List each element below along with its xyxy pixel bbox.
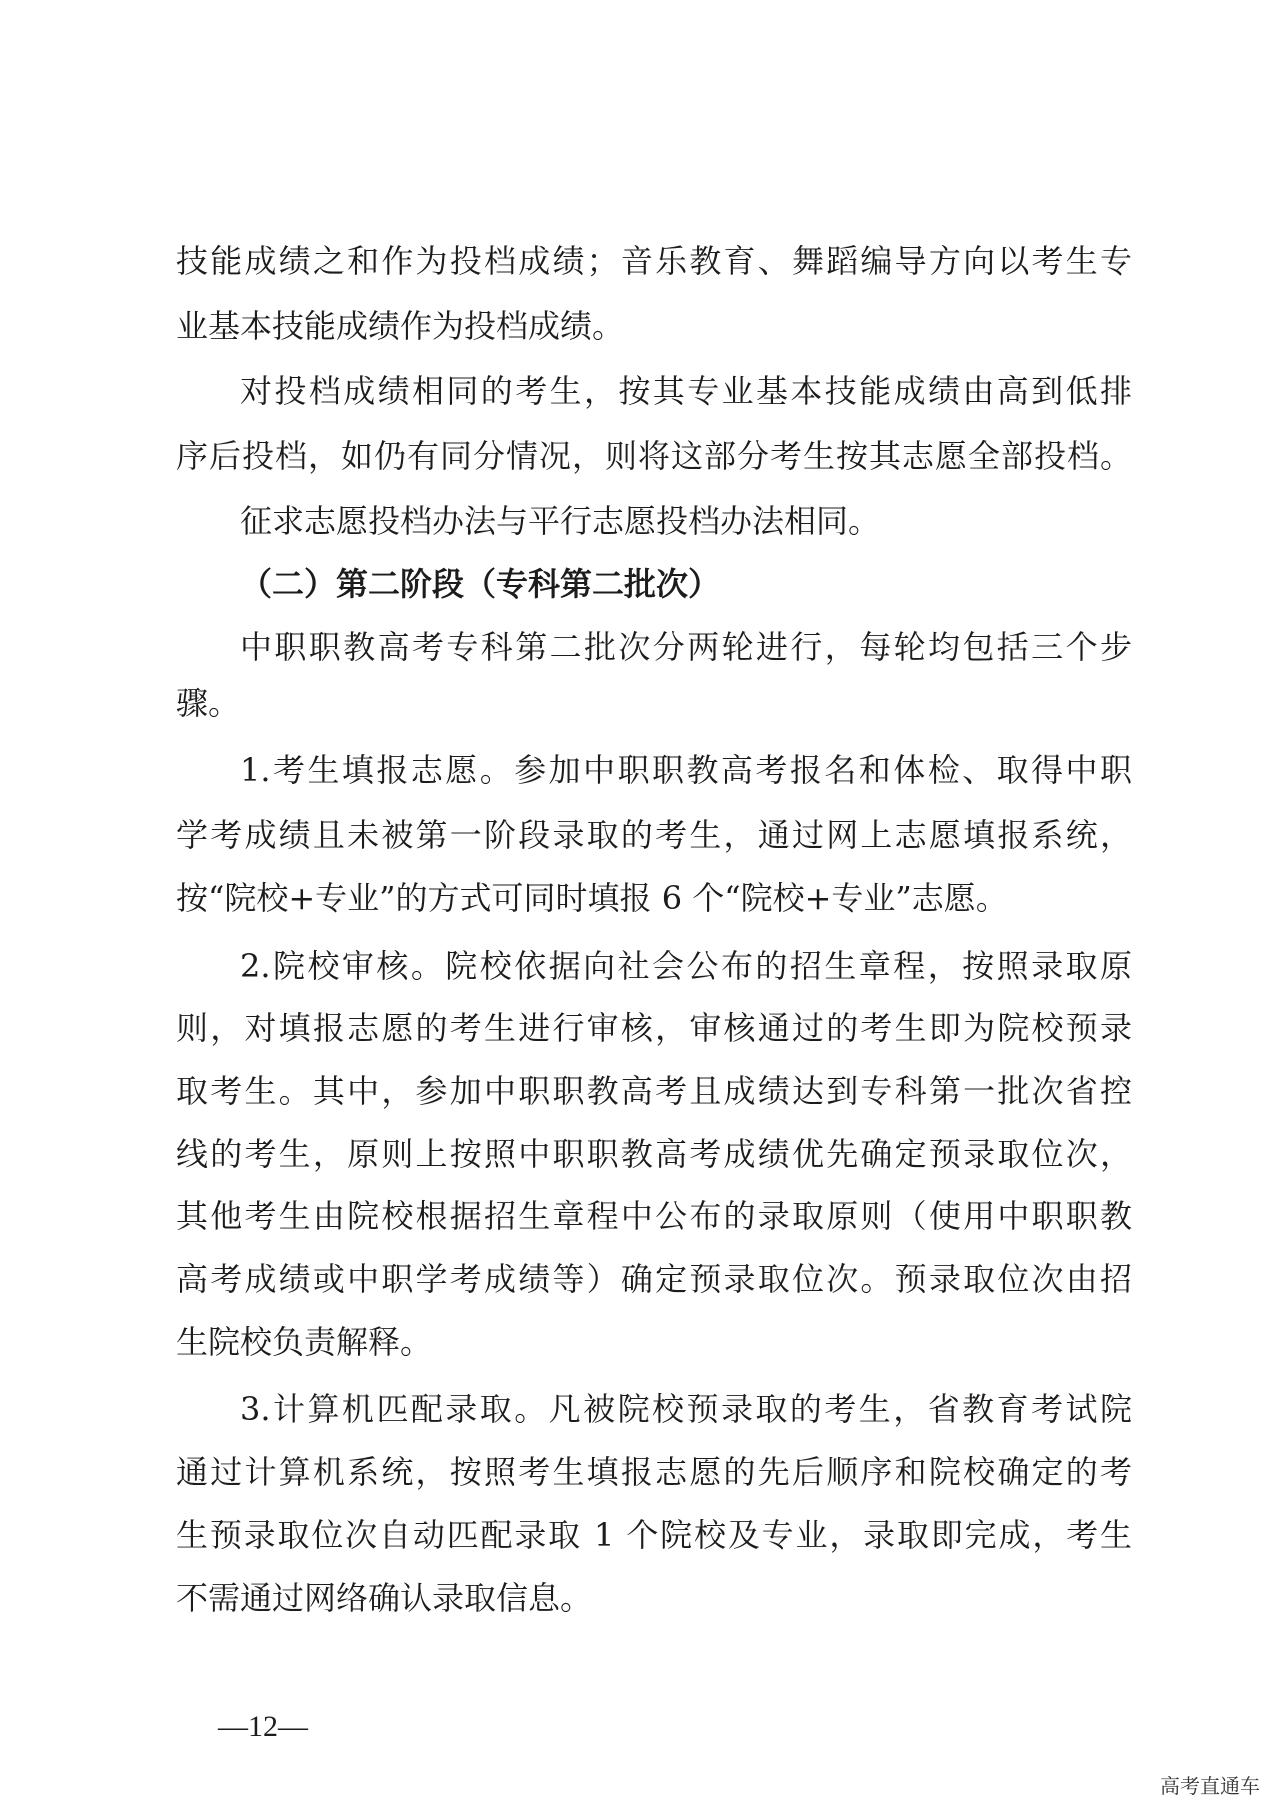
body-line: 学考成绩且未被第一阶段录取的考生，通过网上志愿填报系统， — [176, 816, 1132, 854]
body-line: 通过计算机系统，按照考生填报志愿的先后顺序和院校确定的考 — [176, 1453, 1132, 1491]
body-line: 生预录取位次自动匹配录取 1 个院校及专业，录取即完成，考生 — [176, 1516, 1132, 1554]
body-line: 其他考生由院校根据招生章程中公布的录取原则（使用中职职教 — [176, 1197, 1132, 1235]
body-line: 不需通过网络确认录取信息。 — [176, 1579, 593, 1617]
paragraph-first-line: 3.计算机匹配录取。凡被院校预录取的考生，省教育考试院 — [240, 1390, 1132, 1428]
body-line: 线的考生，原则上按照中职职教高考成绩优先确定预录取位次， — [176, 1135, 1132, 1173]
body-line: 取考生。其中，参加中职职教高考且成绩达到专科第一批次省控 — [176, 1072, 1132, 1110]
body-line: 技能成绩之和作为投档成绩；音乐教育、舞蹈编导方向以考生专 — [176, 242, 1132, 280]
paragraph-first-line: 1.考生填报志愿。参加中职职教高考报名和体检、取得中职 — [240, 751, 1132, 789]
body-line: 骤。 — [176, 684, 241, 722]
paragraph-first-line: 2.院校审核。院校依据向社会公布的招生章程，按照录取原 — [240, 947, 1132, 985]
body-line: 高考成绩或中职学考成绩等）确定预录取位次。预录取位次由招 — [176, 1260, 1132, 1298]
body-line: 则，对填报志愿的考生进行审核，审核通过的考生即为院校预录 — [176, 1009, 1132, 1047]
body-line: 序后投档，如仍有同分情况，则将这部分考生按其志愿全部投档。 — [176, 437, 1132, 475]
body-line: 业基本技能成绩作为投档成绩。 — [176, 307, 625, 345]
section-heading: （二）第二阶段（专科第二批次） — [240, 565, 721, 603]
body-line: 生院校负责解释。 — [176, 1323, 433, 1361]
paragraph-first-line: 对投档成绩相同的考生，按其专业基本技能成绩由高到低排 — [240, 372, 1132, 410]
page-number: —12— — [218, 1710, 308, 1743]
body-line: 按“院校+专业”的方式可同时填报 6 个“院校+专业”志愿。 — [176, 879, 1008, 917]
paragraph-first-line: 征求志愿投档办法与平行志愿投档办法相同。 — [240, 502, 881, 540]
watermark: 高考直通车 — [1160, 1774, 1260, 1798]
paragraph-first-line: 中职职教高考专科第二批次分两轮进行，每轮均包括三个步 — [240, 628, 1132, 666]
